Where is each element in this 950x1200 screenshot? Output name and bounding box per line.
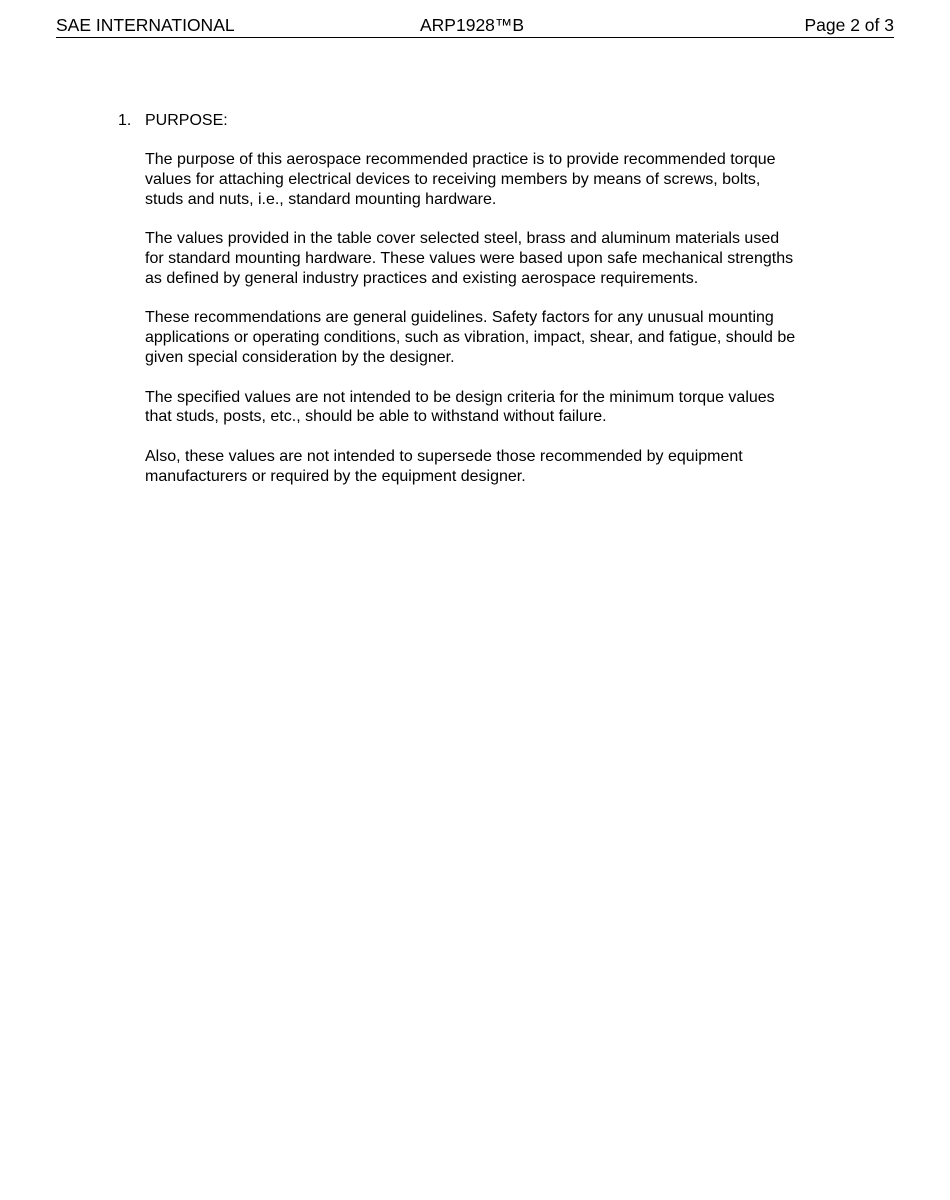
paragraph-guidelines — [145, 308, 865, 367]
text-line: that studs, posts, etc., should be able to withstand without failure. — [145, 408, 607, 426]
section-body — [145, 150, 865, 506]
paragraph-purpose — [145, 150, 865, 209]
text-line: values for attaching electrical devices to receiving members by means of screws, bolts, — [145, 170, 761, 188]
text-line: manufacturers or required by the equipment designer. — [145, 467, 526, 485]
text-line: The specified values are not intended to be design criteria for the minimum torque values — [145, 388, 775, 406]
section-number: 1. — [118, 112, 132, 129]
text-line: The values provided in the table cover selected steel, brass and aluminum materials used — [145, 230, 780, 248]
paragraph-values-scope — [145, 229, 865, 288]
section-title: PURPOSE: — [145, 112, 228, 129]
text-line: for standard mounting hardware. These values were based upon safe mechanical strengths — [145, 249, 794, 267]
text-line: These recommendations are general guidelines. Safety factors for any unusual mounting — [145, 309, 774, 327]
text-line: Also, these values are not intended to supersede those recommended by equipment — [145, 447, 743, 465]
page-header — [56, 14, 894, 38]
text-line: studs and nuts, i.e., standard mounting hardware. — [145, 190, 497, 208]
header-document-id: ARP1928™B — [420, 15, 525, 35]
header-page-number: Page 2 of 3 — [804, 15, 894, 35]
text-line: as defined by general industry practices and existing aerospace requirements. — [145, 269, 699, 287]
paragraph-supersede — [145, 447, 865, 487]
header-organization: SAE INTERNATIONAL — [56, 15, 235, 35]
text-line: The purpose of this aerospace recommended practice is to provide recommended torque — [145, 151, 776, 168]
paragraph-design-criteria — [145, 388, 865, 428]
text-line: given special consideration by the designer. — [145, 348, 455, 366]
section-heading — [118, 111, 228, 131]
text-line: applications or operating conditions, such as vibration, impact, shear, and fatigue, should be — [145, 329, 796, 347]
